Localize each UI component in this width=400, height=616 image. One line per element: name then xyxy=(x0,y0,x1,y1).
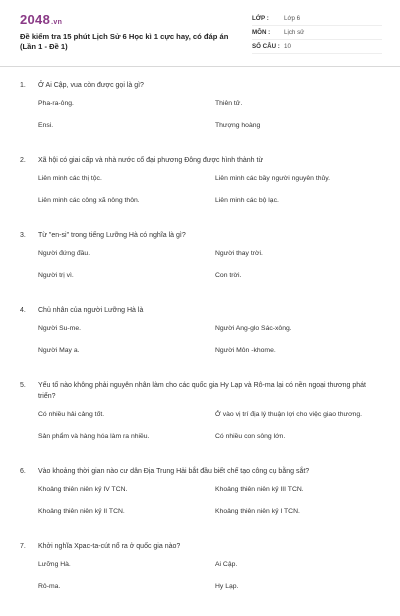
option-grid xyxy=(20,410,382,454)
answer-option[interactable]: Rô-ma. xyxy=(38,583,61,590)
answer-option[interactable]: Có nhiều con sông lớn. xyxy=(215,433,286,440)
answer-option[interactable]: Khoảng thiên niên kỷ I TCN. xyxy=(215,508,300,515)
option-grid xyxy=(20,485,382,529)
answer-option[interactable]: Người May a. xyxy=(38,347,80,354)
answer-option[interactable]: Người Môn -khome. xyxy=(215,347,276,354)
answer-option[interactable]: Liên minh các bộ lạc. xyxy=(215,197,279,204)
answer-option[interactable]: Ai Cập. xyxy=(215,561,238,568)
meta-key: MÔN : xyxy=(252,29,271,36)
option-grid xyxy=(20,174,382,218)
answer-option[interactable]: Người Su-me. xyxy=(38,325,82,332)
meta-key: SỐ CÂU : xyxy=(252,43,280,50)
question-list xyxy=(20,80,382,616)
question-text: Khởi nghĩa Xpac-ta-cút nổ ra ở quốc gia nào? xyxy=(38,543,181,550)
question-text: Yếu tố nào không phải nguyên nhân làm cho các quốc gia Hy Lạp và Rô-ma lại có nền ngoại thương phát triển? xyxy=(38,382,366,400)
question-number: 6. xyxy=(20,468,26,475)
meta-row-class xyxy=(252,14,382,26)
meta-row-count xyxy=(252,42,382,54)
question-text: Vào khoảng thời gian nào cư dân Địa Trung Hải bắt đầu biết chế tạo công cụ bằng sắt? xyxy=(38,468,310,475)
question-item xyxy=(20,305,382,368)
option-grid xyxy=(20,249,382,293)
header xyxy=(0,0,400,67)
answer-option[interactable]: Ở vào vị trí địa lý thuận lợi cho việc giao thương. xyxy=(215,411,362,418)
question-number: 2. xyxy=(20,157,26,164)
meta-row-subject xyxy=(252,28,382,40)
answer-option[interactable]: Người Ang-glo Sác-xông. xyxy=(215,325,292,332)
option-grid xyxy=(20,99,382,143)
question-item xyxy=(20,541,382,604)
question-text: Xã hội có giai cấp và nhà nước cổ đại phương Đông được hình thành từ xyxy=(38,157,264,164)
question-item xyxy=(20,466,382,529)
answer-option[interactable]: Khoảng thiên niên kỷ III TCN. xyxy=(215,486,304,493)
answer-option[interactable]: Sản phẩm và hàng hóa làm ra nhiều. xyxy=(38,433,150,440)
question-item xyxy=(20,230,382,293)
answer-option[interactable]: Ensi. xyxy=(38,122,54,129)
question-number: 4. xyxy=(20,307,26,314)
answer-option[interactable]: Thượng hoàng xyxy=(215,122,261,129)
answer-option[interactable]: Có nhiều hải cảng tốt. xyxy=(38,411,105,418)
question-number: 3. xyxy=(20,232,26,239)
answer-option[interactable]: Hy Lạp. xyxy=(215,583,239,590)
exam-meta xyxy=(252,14,382,56)
answer-option[interactable]: Người trị vì. xyxy=(38,272,74,279)
option-grid xyxy=(20,560,382,604)
question-number: 1. xyxy=(20,82,26,89)
question-text: Ở Ai Cập, vua còn được gọi là gì? xyxy=(38,82,144,89)
meta-value: Lịch sử xyxy=(284,29,305,36)
question-item xyxy=(20,155,382,218)
option-grid xyxy=(20,324,382,368)
answer-option[interactable]: Thiên tử. xyxy=(215,100,243,107)
answer-option[interactable]: Liên minh các công xã nông thôn. xyxy=(38,197,140,204)
answer-option[interactable]: Pha-ra-ông. xyxy=(38,100,74,107)
site-logo[interactable] xyxy=(20,12,62,27)
question-text: Từ "en-si" trong tiếng Lưỡng Hà có nghĩa là gì? xyxy=(38,232,186,239)
answer-option[interactable]: Khoảng thiên niên kỷ II TCN. xyxy=(38,508,125,515)
answer-option[interactable]: Người đứng đầu. xyxy=(38,250,91,257)
answer-option[interactable]: Khoảng thiên niên kỷ IV TCN. xyxy=(38,486,128,493)
answer-option[interactable]: Liên minh các bầy người nguyên thủy. xyxy=(215,175,331,182)
question-number: 7. xyxy=(20,543,26,550)
question-number: 5. xyxy=(20,382,26,389)
logo-text: 2048 xyxy=(20,12,51,27)
page-title: Đề kiểm tra 15 phút Lịch Sử 6 Học kì 1 cực hay, có đáp án (Lần 1 - Đề 1) xyxy=(20,32,229,51)
answer-option[interactable]: Liên minh các thị tộc. xyxy=(38,175,102,182)
meta-value: 10 xyxy=(284,43,291,50)
meta-key: LỚP : xyxy=(252,15,269,22)
meta-value: Lớp 6 xyxy=(284,15,301,22)
answer-option[interactable]: Người thay trời. xyxy=(215,250,263,257)
answer-option[interactable]: Lưỡng Hà. xyxy=(38,561,71,568)
answer-option[interactable]: Con trời. xyxy=(215,272,242,279)
question-item xyxy=(20,380,382,454)
logo-suffix: .vn xyxy=(51,19,63,26)
question-text: Chủ nhân của người Lưỡng Hà là xyxy=(38,307,144,314)
question-item xyxy=(20,80,382,143)
